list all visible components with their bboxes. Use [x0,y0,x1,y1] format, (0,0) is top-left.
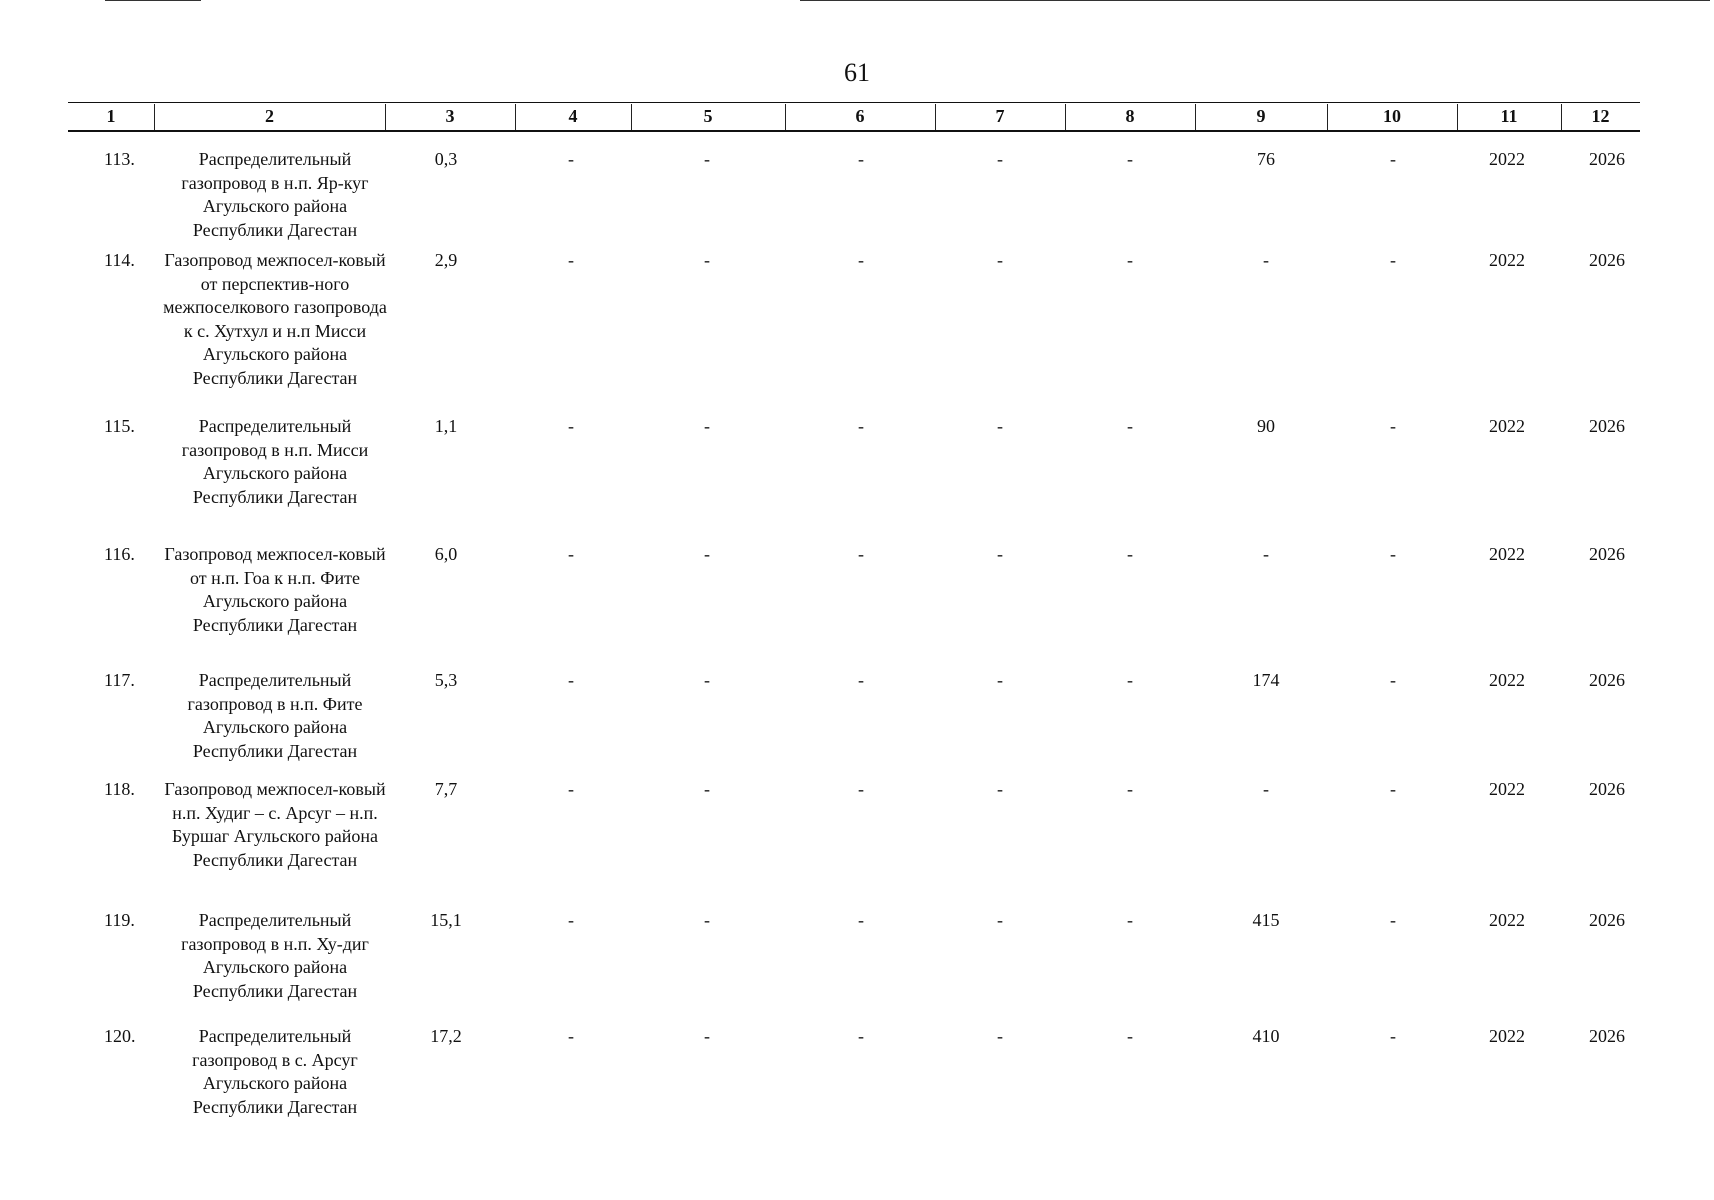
col-6-value: - [858,670,864,690]
col-8-value: - [1127,779,1133,799]
col-9-value: 174 [1252,670,1280,690]
col-6-value: - [858,416,864,436]
col-5-value: - [704,416,710,436]
object-name: Распределительный газопровод в н.п. Ху-диг Агульского района Республики Дагестан [181,910,369,1001]
col-5-value: - [704,670,710,690]
length-value: 15,1 [430,910,462,930]
top-rule-left [105,0,201,1]
object-name: Газопровод межпосел-ковый от перспектив-ного межпоселкового газопровода к с. Хутхул и н.п Мисси Агульского района Республики Дагестан [163,250,387,388]
start-year: 2022 [1489,910,1525,930]
header-col-10: 10 [1383,106,1401,126]
col-7-value: - [997,149,1003,169]
col-7-value: - [997,544,1003,564]
end-year: 2026 [1589,544,1625,564]
header-col-9: 9 [1256,106,1266,126]
col-10-value: - [1390,910,1396,930]
col-8-value: - [1127,910,1133,930]
length-value: 1,1 [434,416,458,436]
start-year: 2022 [1489,250,1525,270]
header-col-3: 3 [445,106,455,126]
col-4-value: - [568,416,574,436]
col-7-value: - [997,250,1003,270]
object-name: Распределительный газопровод в н.п. Мисси Агульского района Республики Дагестан [181,416,369,507]
col-10-value: - [1390,416,1396,436]
end-year: 2026 [1589,910,1625,930]
col-5-value: - [704,1026,710,1046]
col-10-value: - [1390,779,1396,799]
col-9-value: - [1263,544,1269,564]
col-4-value: - [568,670,574,690]
start-year: 2022 [1489,1026,1525,1046]
end-year: 2026 [1589,670,1625,690]
header-col-1: 1 [106,106,116,126]
length-value: 0,3 [434,149,458,169]
header-col-4: 4 [568,106,578,126]
row-number: 120. [104,1026,136,1046]
object-name: Газопровод межпосел-ковый от н.п. Гоа к н.п. Фите Агульского района Республики Дагестан [164,544,386,635]
col-8-value: - [1127,250,1133,270]
col-10-value: - [1390,1026,1396,1046]
col-4-value: - [568,779,574,799]
row-number: 119. [104,910,135,930]
row-number: 116. [104,544,135,564]
col-8-value: - [1127,670,1133,690]
col-5-value: - [704,544,710,564]
col-6-value: - [858,910,864,930]
header-col-11: 11 [1500,106,1518,126]
object-name: Распределительный газопровод в н.п. Фите Агульского района Республики Дагестан [187,670,363,761]
col-10-value: - [1390,250,1396,270]
col-6-value: - [858,149,864,169]
table-header [68,102,1640,132]
col-6-value: - [858,779,864,799]
col-10-value: - [1390,544,1396,564]
row-number: 113. [104,149,135,169]
col-4-value: - [568,910,574,930]
end-year: 2026 [1589,416,1625,436]
col-7-value: - [997,1026,1003,1046]
length-value: 6,0 [434,544,458,564]
col-9-value: - [1263,250,1269,270]
header-col-2: 2 [265,106,274,126]
end-year: 2026 [1589,779,1625,799]
col-8-value: - [1127,544,1133,564]
col-5-value: - [704,149,710,169]
row-number: 114. [104,250,135,270]
start-year: 2022 [1489,670,1525,690]
length-value: 17,2 [430,1026,462,1046]
header-col-6: 6 [855,106,865,126]
start-year: 2022 [1489,779,1525,799]
col-10-value: - [1390,149,1396,169]
col-7-value: - [997,416,1003,436]
col-5-value: - [704,250,710,270]
col-9-value: 90 [1257,416,1275,436]
col-4-value: - [568,250,574,270]
col-8-value: - [1127,416,1133,436]
row-number: 118. [104,779,135,799]
col-9-value: 76 [1257,149,1275,169]
header-col-7: 7 [995,106,1005,126]
col-4-value: - [568,149,574,169]
start-year: 2022 [1489,149,1525,169]
length-value: 7,7 [434,779,458,799]
col-6-value: - [858,250,864,270]
length-value: 2,9 [434,250,458,270]
col-7-value: - [997,670,1003,690]
col-8-value: - [1127,1026,1133,1046]
row-number: 117. [104,670,135,690]
start-year: 2022 [1489,544,1525,564]
col-6-value: - [858,544,864,564]
object-name: Газопровод межпосел-ковый н.п. Худиг – с. Арсуг – н.п. Буршаг Агульского района Республики Дагестан [164,779,386,870]
col-8-value: - [1127,149,1133,169]
col-7-value: - [997,779,1003,799]
header-col-12: 12 [1591,106,1610,126]
object-name: Распределительный газопровод в н.п. Яр-куг Агульского района Республики Дагестан [181,149,369,240]
object-name: Распределительный газопровод в с. Арсуг Агульского района Республики Дагестан [192,1026,358,1117]
row-number: 115. [104,416,135,436]
top-rule-right [800,0,1710,1]
length-value: 5,3 [434,670,458,690]
end-year: 2026 [1589,250,1625,270]
end-year: 2026 [1589,149,1625,169]
col-7-value: - [997,910,1003,930]
col-4-value: - [568,1026,574,1046]
col-9-value: 410 [1252,1026,1280,1046]
col-4-value: - [568,544,574,564]
page-number: 61 [844,58,870,87]
end-year: 2026 [1589,1026,1625,1046]
col-5-value: - [704,910,710,930]
col-6-value: - [858,1026,864,1046]
col-5-value: - [704,779,710,799]
col-10-value: - [1390,670,1396,690]
header-col-8: 8 [1125,106,1135,126]
header-col-5: 5 [703,106,713,126]
start-year: 2022 [1489,416,1525,436]
col-9-value: - [1263,779,1269,799]
col-9-value: 415 [1252,910,1280,930]
